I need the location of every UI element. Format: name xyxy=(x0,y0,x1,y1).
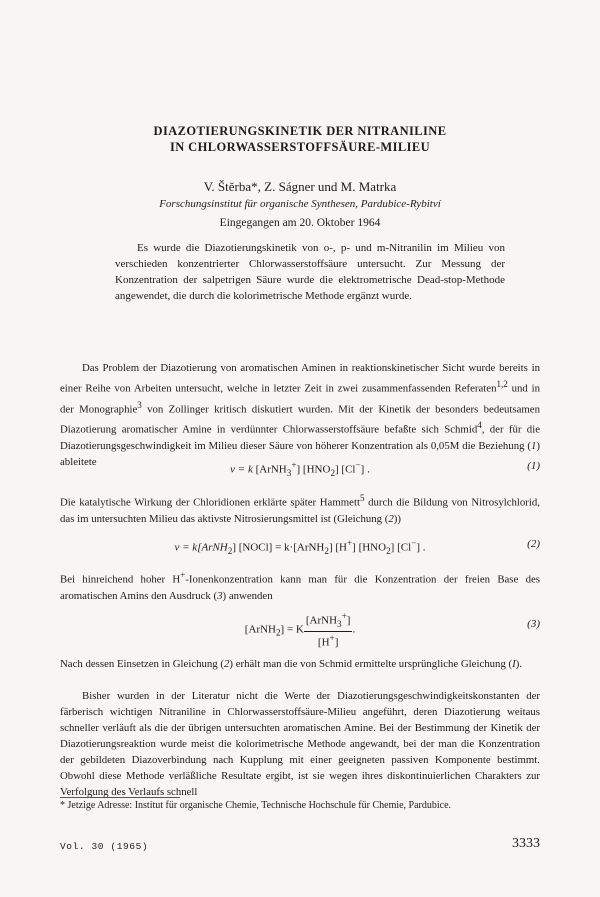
title-line-2: IN CHLORWASSERSTOFFSÄURE-MILIEU xyxy=(169,140,431,154)
affiliation: Forschungsinstitut für organische Synthesen, Pardubice-Rybitví xyxy=(159,198,441,210)
journal-volume: Vol. 30 (1965) xyxy=(60,841,149,852)
equation-1: v = k [ArNH$_3$+] $[HNO_2]$ [Cl−] . (1) xyxy=(230,460,540,478)
paragraph-3: Bei hinreichend hoher H+-Ionenkonzentration kann man für die Konzentration der freien Base des aromatischen Amins den Ausdruck (3) anwenden xyxy=(60,570,540,602)
footnote: * Jetzige Adresse: Institut für organische Chemie, Technische Hochschule für Chemie, Pardubice. xyxy=(60,800,452,811)
abstract: Es wurde die Diazotierungskinetik von o-, p- und m-Nitranilin im Milieu von verschieden konzentrierter Chlorwasserstoffsäure untersucht. Zur Messung der Konzentration der salpetrigen Säure wurde die elektrometrische Dead-stop-Methode angewendet, die durch die kolorimetrische Methode ergänzt wurde. xyxy=(115,242,505,302)
footnote-rule xyxy=(60,797,180,798)
authors: V. Štěrba*, Z. Ságner und M. Matrka xyxy=(203,179,397,194)
equation-3-number: (3) xyxy=(527,618,540,630)
page-number: 3333 xyxy=(512,836,540,851)
equation-3: [ArNH$_2$] = K $\frac{[ArNH_3^+]}{[H^+]}$ . (3) xyxy=(244,611,540,649)
equation-2-number: (2) xyxy=(527,538,540,550)
paragraph-4: Nach dessen Einsetzen in Gleichung (2) erhält man die von Schmid ermittelte ursprüngliche Gleichung (I). xyxy=(60,658,523,670)
received-date: Eingegangen am 20. Oktober 1964 xyxy=(219,217,381,229)
title-line-1: DIAZOTIERUNGSKINETIK DER NITRANILINE xyxy=(153,124,447,138)
equation-1-number: (1) xyxy=(527,460,540,472)
equation-3-fraction: $\frac{[ArNH_3^+]}{[H^+]}$ xyxy=(305,611,351,649)
equation-2: v = k[ArNH$_2$] [NOCl] = k·[ArNH$_2$] [H+] $[HNO_2]$ [Cl−] . (2) xyxy=(174,538,540,556)
paragraph-2: Die katalytische Wirkung der Chloridionen erklärte später Hammett$^5$ durch die Bildung von Nitrosylchlorid, das im untersuchten Milieu das aktivste Nitrosierungsmittel ist (Gleichung (2)) xyxy=(60,493,540,525)
paragraph-1: Das Problem der Diazotierung von aromatischen Aminen in reaktionskinetischer Sicht wurde bereits in einer Reihe von Arbeiten untersucht, welche in letzter Zeit in zwei zusammenfassenden Referaten$^{1,2}$ und in der Monographie$^3$ von Zollinger kritisch diskutiert wurden. Mit der Kinetik der besonders bedeutsamen Diazotierung aromatischer Amine in verdünnter Chlorwasserstoffsäure befaßte sich Schmid$^4$, der für die Diazotierungsgeschwindigkeit im Milieu dieser Säure von höherer Konzentration als 0,05M die Beziehung (1) ableitete xyxy=(60,362,540,468)
paragraph-5: Bisher wurden in der Literatur nicht die Werte der Diazotierungsgeschwindigkeitskonstanten der färberisch wichtigen Nitraniline in Chlorwasserstoffsäure-Milieu angeführt, deren Diazotierung weitaus schneller verläuft als die der übrigen untersuchten aromatischen Amine. Bei der Bestimmung der Kinetik der Diazotierungsreaktion wurde meist die kolorimetrische Methode angewandt, bei der man die Konzentration der gebildeten Diazoverbindung nach Kupplung mit einer geeigneten passiven Komponente bestimmt. Obwohl diese Methode verläßliche Resultate ergibt, ist sie wegen ihres diskontinuierlichen Charakters zur Verfolgung des Verlaufs schnell xyxy=(60,690,540,798)
